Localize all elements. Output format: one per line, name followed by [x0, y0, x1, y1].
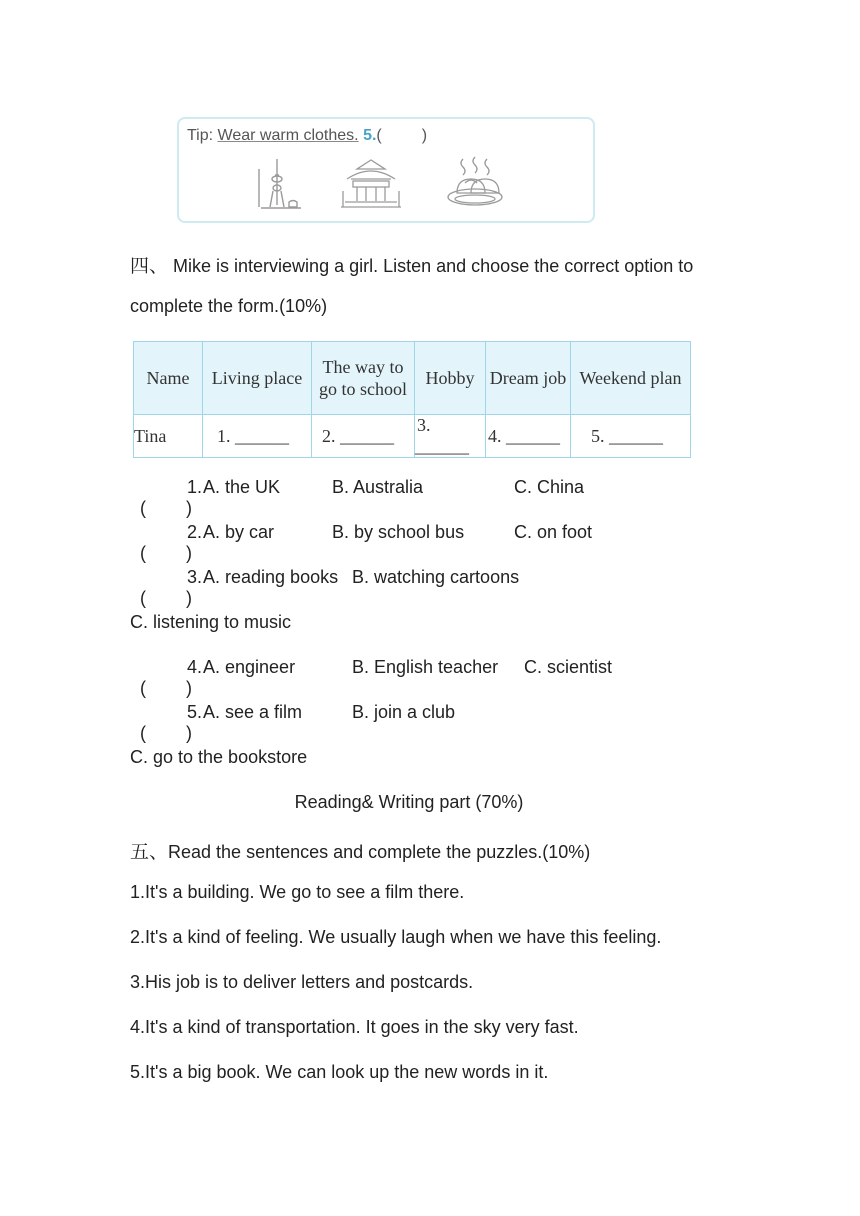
question-5 — [130, 702, 192, 744]
option-a: A. reading books — [203, 567, 339, 587]
answer-blank[interactable]: ( ) — [140, 588, 193, 608]
option-b: B. join a club — [352, 702, 456, 722]
option-c: C. China — [514, 477, 585, 497]
question-2 — [130, 522, 192, 564]
section5-instruction-text: Read the sentences and complete the puzzles.(10%) — [168, 842, 591, 862]
tip-line — [187, 127, 427, 145]
option-b: B. English teacher — [352, 657, 499, 677]
question-4 — [130, 657, 192, 699]
table-cell-blank[interactable]: 4. ______ — [486, 415, 571, 458]
tower-icon — [255, 155, 305, 215]
option-b: B. Australia — [332, 477, 424, 497]
tip-number: 5. — [363, 127, 377, 144]
table-header-cell: Hobby — [415, 342, 486, 415]
table-header-cell: Weekend plan — [571, 342, 691, 415]
option-c: C. scientist — [524, 657, 613, 677]
puzzle-sentence: 1.It's a building. We go to see a film there. — [130, 882, 465, 902]
table-cell-blank[interactable]: 5. ______ — [571, 415, 691, 458]
table-row — [134, 415, 691, 458]
table-cell-name: Tina — [134, 415, 203, 458]
option-c: C. listening to music — [130, 612, 292, 632]
table-header-line: go to school — [319, 379, 407, 399]
option-b: B. by school bus — [332, 522, 465, 542]
section4-instruction-text: Mike is interviewing a girl. Listen and choose the correct option to — [173, 256, 694, 276]
question-number: 5. — [187, 702, 203, 722]
option-c: C. go to the bookstore — [130, 747, 308, 767]
option-a: A. the UK — [203, 477, 281, 497]
question-number: 2. — [187, 522, 203, 542]
table-header-line: The way to — [322, 356, 404, 377]
puzzle-sentence: 5.It's a big book. We can look up the new words in it. — [130, 1062, 549, 1082]
section4-instruction-line2: complete the form.(10%) — [130, 296, 328, 316]
option-a: A. see a film — [203, 702, 303, 722]
answer-blank[interactable]: ( ) — [140, 678, 193, 698]
question-1 — [130, 477, 192, 519]
section4-mark: 四、 — [130, 255, 169, 277]
question-3 — [130, 567, 192, 609]
section5-mark: 五、 — [130, 841, 169, 863]
tip-label: Tip: — [187, 127, 218, 144]
interview-form-table — [133, 341, 691, 458]
option-c: C. on foot — [514, 522, 593, 542]
tip-text: Wear warm clothes. — [217, 127, 359, 144]
pavilion-icon — [337, 157, 405, 213]
table-cell-blank[interactable]: 1. ______ — [203, 415, 312, 458]
table-cell-blank[interactable]: 3. ______ — [415, 415, 486, 458]
question-number: 1. — [187, 477, 203, 497]
tip-box — [177, 117, 595, 223]
table-header-row — [134, 342, 691, 415]
table-cell-blank[interactable]: 2. ______ — [312, 415, 415, 458]
puzzle-sentence: 3.His job is to deliver letters and postcards. — [130, 972, 474, 992]
table-header-cell: Dream job — [486, 342, 571, 415]
part-title: Reading& Writing part (70%) — [294, 792, 524, 812]
answer-blank[interactable]: ( ) — [140, 498, 193, 518]
steamed-buns-icon — [445, 155, 505, 215]
answer-blank[interactable]: ( ) — [140, 543, 193, 563]
table-header-cell — [312, 342, 415, 415]
section5-instruction — [130, 837, 590, 864]
option-a: A. by car — [203, 522, 275, 542]
puzzle-sentence: 4.It's a kind of transportation. It goes in the sky very fast. — [130, 1017, 579, 1037]
puzzle-sentence: 2.It's a kind of feeling. We usually laugh when we have this feeling. — [130, 927, 662, 947]
question-number: 4. — [187, 657, 203, 677]
answer-blank[interactable]: ( ) — [140, 723, 193, 743]
option-b: B. watching cartoons — [352, 567, 520, 587]
option-a: A. engineer — [203, 657, 296, 677]
table-header-cell: Name — [134, 342, 203, 415]
table-header-cell: Living place — [203, 342, 312, 415]
section4-instruction-line1 — [130, 251, 693, 278]
question-number: 3. — [187, 567, 203, 587]
tip-blank: ( ) — [376, 127, 428, 144]
